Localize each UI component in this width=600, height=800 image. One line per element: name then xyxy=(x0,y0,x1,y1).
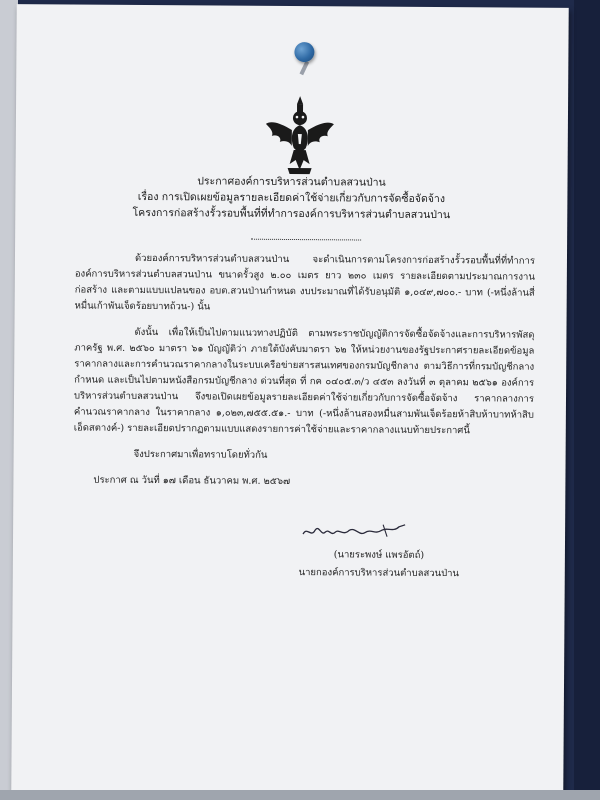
notice-header xyxy=(15,172,567,224)
paragraph-closing: จึงประกาศมาเพื่อทราบโดยทั่วกัน xyxy=(133,448,268,461)
notice-body xyxy=(73,250,535,501)
project-line: โครงการก่อสร้างรั้วรอบพื้นที่ที่ทำการองค์การบริหารส่วนตำบลสวนป่าน xyxy=(132,206,451,222)
notice-paper xyxy=(11,4,568,794)
pin-needle xyxy=(300,61,310,75)
signer-title: นายกองค์การบริหารส่วนตำบลสวนป่าน xyxy=(298,567,459,580)
paragraph-disclosure: ดังนั้น เพื่อให้เป็นไปตามแนวทางปฏิบัติ ตามพระราชบัญญัติการจัดซื้อจัดจ้างและการบริหารพัสดุภาครัฐ พ.ศ. ๒๕๖๐ มาตรา ๖๑ บัญญัติว่า ภายใต้บังคับมาตรา ๖๒ ให้หน่วยงานของรัฐประกาศรายละเอียดข้อมูลราคากลางและการคำนวณราคากลางในระบบเครือข่ายสารสนเทศของกรมบัญชีกลาง ตามวิธีการที่กรมบัญชีกลางกำหนด และเป็นไปตามหนังสือกรมบัญชีกลาง ด่วนที่สุด ที่ กค ๐๔๐๕.๓/ว ๔๕๓ ลงวันที่ ๓ ตุลาคม ๒๕๖๑ องค์การบริหารส่วนตำบลสวนป่าน จึงขอเปิดเผยข้อมูลรายละเอียดค่าใช้จ่ายเกี่ยวกับการจัดซื้อจัดจ้าง ราคากลางการคำนวณราคากลาง ในราคากลาง ๑,๐๒๓,๗๕๕.๕๑.- บาท (-หนึ่งล้านสองหมื่นสามพันเจ็ดร้อยห้าสิบห้าบาทห้าสิบเอ็ดสตางค์-) รายละเอียดปรากฏตามแบบแสดงรายการค่าใช้จ่ายและราคากลางแนบท้ายประกาศนี้ xyxy=(73,326,535,437)
subject-line: เรื่อง การเปิดเผยข้อมูลรายละเอียดค่าใช้จ่ายเกี่ยวกับการจัดซื้อจัดจ้าง xyxy=(137,190,446,206)
board-bottom-edge xyxy=(0,790,600,800)
dotted-divider xyxy=(251,239,361,241)
org-line: ประกาศองค์การบริหารส่วนตำบลสวนป่าน xyxy=(197,175,386,189)
handwritten-signature xyxy=(299,520,409,543)
push-pin-icon xyxy=(294,42,314,62)
paragraph-intro: ด้วยองค์การบริหารส่วนตำบลสวนป่าน จะดำเนินการตามโครงการก่อสร้างรั้วรอบพื้นที่ที่ทำการองค์การบริหารส่วนตำบลสวนป่าน ขนาดรั้วสูง ๒.๐๐ เมตร ยาว ๒๓๐ เมตร รายละเอียดตามประมาณการงานก่อสร้าง และตามแบบแปลนของ อบต.สวนป่านกำหนด งบประมาณที่ได้รับอนุมัติ ๑,๐๔๙,๗๐๐.- บาท (-หนึ่งล้านสี่หมื่นเก้าพันเจ็ดร้อยบาทถ้วน-) นั้น xyxy=(74,252,536,313)
signer-name: (นายระพงษ์ แพรอัตถ์) xyxy=(333,549,425,561)
signature-block xyxy=(279,546,479,583)
announcement-date: ประกาศ ณ วันที่ ๑๗ เดือน ธันวาคม พ.ศ. ๒๕๖๗ xyxy=(93,474,291,488)
garuda-emblem-icon xyxy=(264,94,337,177)
board-right-edge xyxy=(574,0,600,800)
